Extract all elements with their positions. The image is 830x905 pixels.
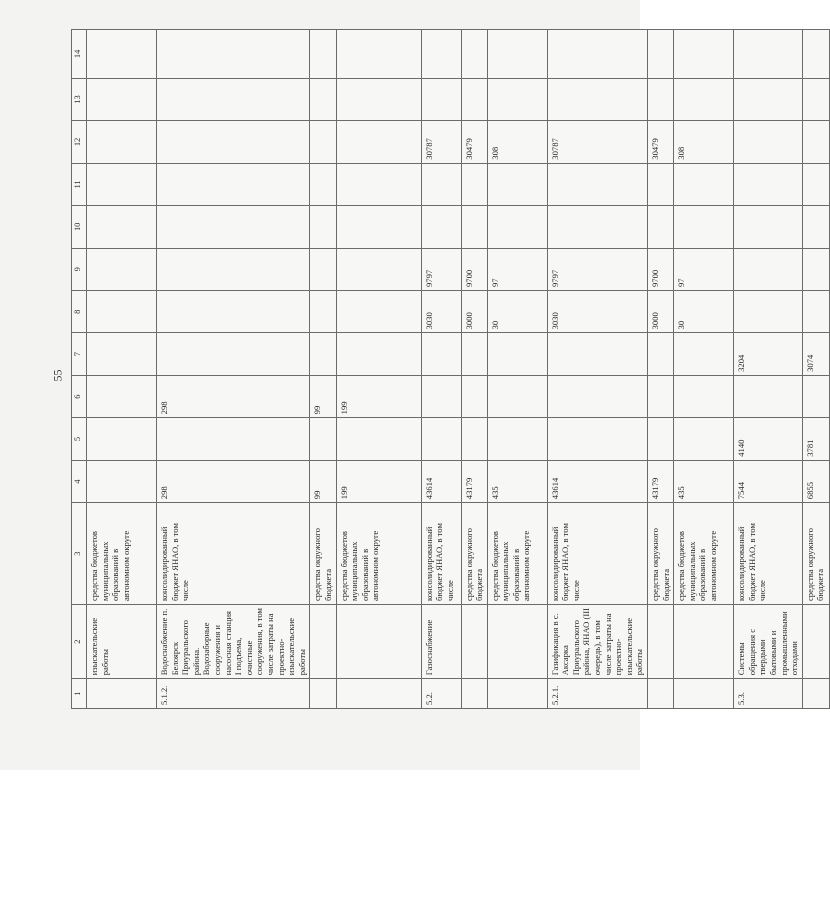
table-cell — [87, 206, 157, 248]
table-cell: средства бюджетов муниципальных образований в автономном округе — [487, 503, 547, 605]
table-cell: 298 — [157, 375, 310, 417]
table-cell — [310, 163, 336, 205]
table-cell — [461, 418, 487, 460]
table-cell — [157, 206, 310, 248]
table-cell — [734, 78, 803, 120]
table-cell: Газоснабжение — [421, 605, 461, 679]
table-cell — [734, 375, 803, 417]
table-cell — [336, 248, 421, 290]
table-cell: 97 — [487, 248, 547, 290]
table-cell: 6855 — [802, 460, 829, 502]
table-cell — [157, 418, 310, 460]
table-cell — [734, 121, 803, 163]
table-cell: 97 — [674, 248, 734, 290]
table-cell: 30479 — [648, 121, 674, 163]
table-cell — [310, 78, 336, 120]
table-cell — [802, 78, 829, 120]
table-cell — [336, 163, 421, 205]
table-cell — [87, 121, 157, 163]
table-cell — [336, 30, 421, 79]
table-cell — [421, 333, 461, 375]
table-row — [547, 30, 647, 709]
table-cell: Системы обращения с твердыми бытовыми и промышленными отходами — [734, 605, 803, 679]
table-cell: 3204 — [734, 333, 803, 375]
table-cell — [87, 333, 157, 375]
header-cell: 8 — [72, 291, 87, 333]
header-row — [72, 30, 87, 709]
table-cell — [157, 163, 310, 205]
table-cell — [87, 418, 157, 460]
table-cell — [461, 206, 487, 248]
table-cell — [648, 679, 674, 709]
table-cell — [87, 78, 157, 120]
table-cell — [336, 679, 421, 709]
table-cell: 43179 — [648, 460, 674, 502]
table-cell — [336, 78, 421, 120]
table-cell — [87, 375, 157, 417]
table-cell — [648, 418, 674, 460]
table-cell: средства окружного бюджета — [802, 503, 829, 605]
table-cell: консолидированный бюджет ЯНАО, в том числе — [421, 503, 461, 605]
table-cell: средства бюджетов муниципальных образований в автономном округе — [336, 503, 421, 605]
table-cell — [421, 418, 461, 460]
table-cell — [87, 679, 157, 709]
table-cell — [802, 248, 829, 290]
table-cell — [648, 333, 674, 375]
table-cell — [157, 121, 310, 163]
table-row — [310, 30, 336, 709]
table-cell — [310, 679, 336, 709]
table-cell — [547, 375, 647, 417]
table-cell: 308 — [487, 121, 547, 163]
table-cell — [487, 375, 547, 417]
table-cell: 3074 — [802, 333, 829, 375]
header-cell: 4 — [72, 460, 87, 502]
table-cell — [674, 418, 734, 460]
table-cell: 30 — [487, 291, 547, 333]
table-row — [802, 30, 829, 709]
table-cell — [157, 30, 310, 79]
header-cell: 6 — [72, 375, 87, 417]
table-cell — [547, 163, 647, 205]
table-cell: 9700 — [461, 248, 487, 290]
table-row — [734, 30, 803, 709]
table-cell — [87, 163, 157, 205]
table-cell — [674, 375, 734, 417]
table-cell: 43614 — [421, 460, 461, 502]
table-cell — [336, 206, 421, 248]
header-cell: 7 — [72, 333, 87, 375]
header-cell: 14 — [72, 30, 87, 79]
table-cell: 43179 — [461, 460, 487, 502]
table-cell — [802, 163, 829, 205]
table-cell — [547, 78, 647, 120]
table-cell — [310, 291, 336, 333]
table-cell — [310, 605, 336, 679]
table-cell — [157, 333, 310, 375]
table-row — [421, 30, 461, 709]
table-cell — [802, 206, 829, 248]
table-cell — [310, 333, 336, 375]
table-row — [461, 30, 487, 709]
budget-table — [71, 29, 830, 709]
header-cell: 2 — [72, 605, 87, 679]
table-cell — [336, 418, 421, 460]
table-cell — [487, 605, 547, 679]
table-cell — [310, 121, 336, 163]
table-cell — [674, 679, 734, 709]
table-cell: 298 — [157, 460, 310, 502]
table-row — [336, 30, 421, 709]
table-cell — [487, 418, 547, 460]
header-cell: 10 — [72, 206, 87, 248]
table-cell — [674, 206, 734, 248]
table-cell — [157, 291, 310, 333]
table-cell — [487, 30, 547, 79]
table-cell — [336, 333, 421, 375]
table-cell: 9797 — [547, 248, 647, 290]
table-cell — [157, 78, 310, 120]
table-cell — [734, 30, 803, 79]
table-cell: 5.3. — [734, 679, 803, 709]
table-cell — [157, 248, 310, 290]
table-cell — [461, 375, 487, 417]
table-cell: 99 — [310, 460, 336, 502]
table-cell — [87, 291, 157, 333]
table-row — [487, 30, 547, 709]
table-cell — [547, 333, 647, 375]
table-cell — [734, 163, 803, 205]
table-cell: 43614 — [547, 460, 647, 502]
header-cell: 3 — [72, 503, 87, 605]
table-cell — [734, 291, 803, 333]
table-cell — [547, 418, 647, 460]
table-cell: изыскательские работы — [87, 605, 157, 679]
table-cell — [674, 163, 734, 205]
table-row — [648, 30, 674, 709]
table-cell: 99 — [310, 375, 336, 417]
table-cell — [87, 460, 157, 502]
table-row — [87, 30, 157, 709]
table-cell: средства бюджетов муниципальных образований в автономном округе — [87, 503, 157, 605]
table-cell — [734, 248, 803, 290]
table-cell: 5.1.2. — [157, 679, 310, 709]
table-cell: консолидированный бюджет ЯНАО, в том числе — [734, 503, 803, 605]
table-row — [674, 30, 734, 709]
header-cell: 9 — [72, 248, 87, 290]
table-cell — [487, 679, 547, 709]
table-cell — [547, 206, 647, 248]
table-cell: 7544 — [734, 460, 803, 502]
table-cell — [674, 605, 734, 679]
table-cell — [421, 163, 461, 205]
table-cell — [336, 121, 421, 163]
table-cell: 9797 — [421, 248, 461, 290]
table-cell — [310, 206, 336, 248]
table-cell: 435 — [674, 460, 734, 502]
table-cell — [802, 375, 829, 417]
table-cell — [802, 121, 829, 163]
table-cell: 30 — [674, 291, 734, 333]
table-cell — [802, 30, 829, 79]
table-cell — [487, 163, 547, 205]
header-cell: 5 — [72, 418, 87, 460]
table-cell: средства окружного бюджета — [648, 503, 674, 605]
table-cell — [336, 291, 421, 333]
table-cell — [461, 30, 487, 79]
table-cell — [802, 679, 829, 709]
table-cell: консолидированный бюджет ЯНАО, в том числе — [157, 503, 310, 605]
table-cell — [461, 163, 487, 205]
header-cell: 11 — [72, 163, 87, 205]
table-cell — [648, 163, 674, 205]
table-cell — [421, 375, 461, 417]
table-cell — [421, 78, 461, 120]
table-cell — [310, 248, 336, 290]
table-cell — [461, 605, 487, 679]
table-cell — [802, 291, 829, 333]
table-cell: средства бюджетов муниципальных образований в автономном округе — [674, 503, 734, 605]
table-cell — [336, 605, 421, 679]
table-cell — [674, 78, 734, 120]
table-cell: 3030 — [421, 291, 461, 333]
table-cell — [461, 78, 487, 120]
header-cell: 1 — [72, 679, 87, 709]
table-cell: 30479 — [461, 121, 487, 163]
table-cell: 30787 — [421, 121, 461, 163]
table-cell: 199 — [336, 375, 421, 417]
table-cell — [461, 333, 487, 375]
header-cell: 13 — [72, 78, 87, 120]
page-number: 55 — [50, 369, 65, 382]
table-row — [157, 30, 310, 709]
table-cell — [648, 30, 674, 79]
table-cell — [421, 206, 461, 248]
table-cell: 435 — [487, 460, 547, 502]
table-cell: 5.2. — [421, 679, 461, 709]
table-cell — [461, 679, 487, 709]
table-cell: консолидированный бюджет ЯНАО, в том числе — [547, 503, 647, 605]
table-cell: 4140 — [734, 418, 803, 460]
table-cell — [487, 333, 547, 375]
table-cell — [734, 206, 803, 248]
rotated-table-container — [71, 29, 826, 709]
table-cell: 3000 — [461, 291, 487, 333]
table-cell: 3000 — [648, 291, 674, 333]
table-cell: 3781 — [802, 418, 829, 460]
table-cell: 9700 — [648, 248, 674, 290]
table-cell — [487, 206, 547, 248]
table-cell: 3030 — [547, 291, 647, 333]
table-cell — [674, 333, 734, 375]
table-cell — [674, 30, 734, 79]
table-cell: Газификация в с. Аксарка Приуральского района, ЯНАО (III очередь), в том числе затраты на проектно-изыскательские работы — [547, 605, 647, 679]
table-cell: средства окружного бюджета — [461, 503, 487, 605]
table-cell — [87, 30, 157, 79]
table-cell — [648, 206, 674, 248]
table-cell: 308 — [674, 121, 734, 163]
table-cell: 5.2.1. — [547, 679, 647, 709]
header-cell: 12 — [72, 121, 87, 163]
table-cell — [310, 418, 336, 460]
table-cell — [487, 78, 547, 120]
table-cell — [648, 78, 674, 120]
table-cell — [648, 375, 674, 417]
table-cell: Водоснабжение п. Белоярск Приуральского района. Водозаборные сооружения и насосная станция I подъема, очистные сооружения, в том числе затраты на проектно-изыскательские работы — [157, 605, 310, 679]
table-cell — [802, 605, 829, 679]
table-cell — [421, 30, 461, 79]
table-cell: средства окружного бюджета — [310, 503, 336, 605]
table-cell — [87, 248, 157, 290]
table-cell — [310, 30, 336, 79]
table-cell: 30787 — [547, 121, 647, 163]
table-cell — [648, 605, 674, 679]
table-cell: 199 — [336, 460, 421, 502]
table-cell — [547, 30, 647, 79]
